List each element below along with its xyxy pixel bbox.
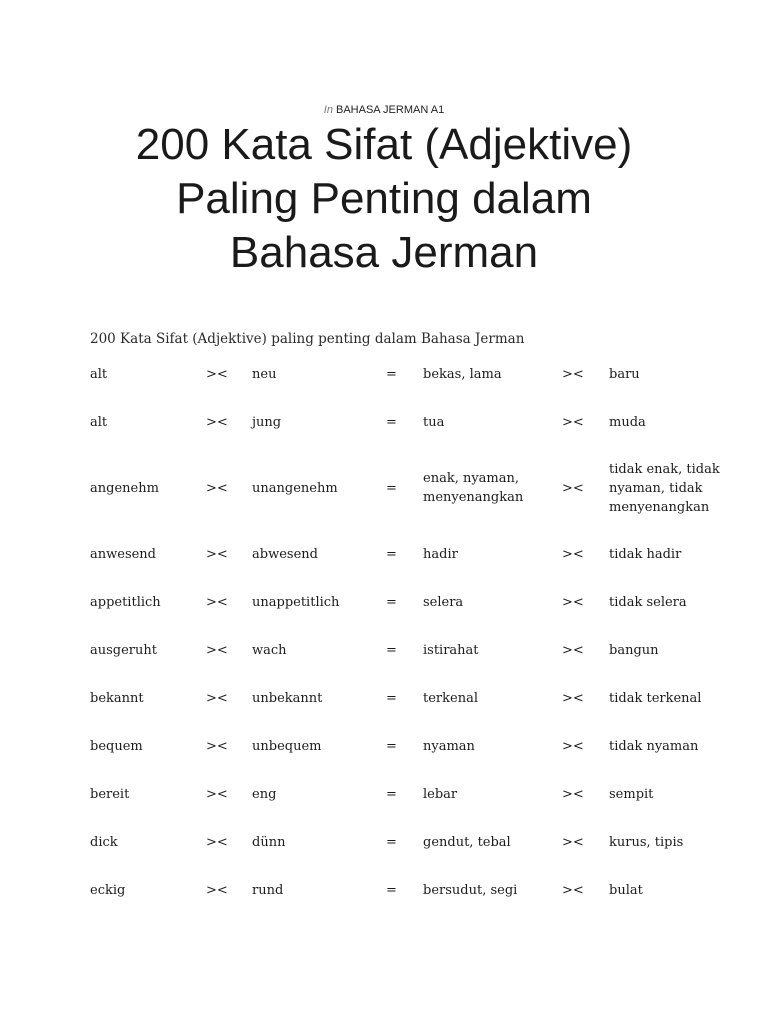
opposite-meaning: tidak terkenal <box>609 690 702 706</box>
opposite-symbol: >< <box>206 690 228 706</box>
opposite-meaning: baru <box>609 366 640 382</box>
category-link[interactable]: BAHASA JERMAN A1 <box>335 104 445 116</box>
opposite-meaning: sempit <box>609 786 654 802</box>
opposite-meaning: kurus, tipis <box>609 834 684 850</box>
opposite-symbol: >< <box>562 834 584 850</box>
opposite-symbol: >< <box>562 738 584 754</box>
opposite-symbol: >< <box>562 366 584 382</box>
table-row <box>90 530 740 578</box>
meaning: lebar <box>423 786 458 802</box>
meaning: bekas, lama <box>423 366 502 382</box>
word: alt <box>90 414 108 430</box>
meaning: terkenal <box>423 690 478 706</box>
opposite-word: wach <box>252 642 287 658</box>
meaning: enak, nyaman, menyenangkan <box>423 471 524 505</box>
opposite-word: dünn <box>252 834 286 850</box>
opposite-meaning: tidak hadir <box>609 546 682 562</box>
equals-symbol: = <box>386 738 397 754</box>
word: eckig <box>90 882 126 898</box>
meaning: istirahat <box>423 642 479 658</box>
opposite-symbol: >< <box>206 366 228 382</box>
table-row <box>90 866 740 914</box>
opposite-symbol: >< <box>562 690 584 706</box>
equals-symbol: = <box>386 642 397 658</box>
opposite-word: jung <box>252 414 282 430</box>
word: ausgeruht <box>90 642 157 658</box>
opposite-word: unbequem <box>252 738 322 754</box>
opposite-symbol: >< <box>206 738 228 754</box>
title-line-1: 200 Kata Sifat (Adjektive) <box>135 120 633 169</box>
document-subtitle: 200 Kata Sifat (Adjektive) paling penting dalam Bahasa Jerman <box>90 331 525 347</box>
opposite-meaning: muda <box>609 414 646 430</box>
opposite-word: unappetitlich <box>252 594 340 610</box>
page-title <box>60 118 708 280</box>
opposite-word: eng <box>252 786 277 802</box>
opposite-symbol: >< <box>562 480 584 496</box>
opposite-symbol: >< <box>206 786 228 802</box>
meaning: nyaman <box>423 738 475 754</box>
equals-symbol: = <box>386 882 397 898</box>
opposite-symbol: >< <box>562 546 584 562</box>
equals-symbol: = <box>386 834 397 850</box>
word: angenehm <box>90 480 159 496</box>
opposite-symbol: >< <box>206 594 228 610</box>
title-line-2: Paling Penting dalam <box>176 174 592 223</box>
table-row <box>90 398 740 446</box>
meaning: selera <box>423 594 464 610</box>
opposite-meaning: tidak nyaman <box>609 738 699 754</box>
opposite-word: unangenehm <box>252 480 338 496</box>
vocabulary-table <box>90 350 740 914</box>
opposite-symbol: >< <box>206 642 228 658</box>
opposite-symbol: >< <box>206 480 228 496</box>
word: dick <box>90 834 118 850</box>
opposite-symbol: >< <box>206 834 228 850</box>
opposite-symbol: >< <box>562 594 584 610</box>
title-line-3: Bahasa Jerman <box>229 228 539 277</box>
equals-symbol: = <box>386 366 397 382</box>
meaning: hadir <box>423 546 458 562</box>
table-row <box>90 722 740 770</box>
equals-symbol: = <box>386 786 397 802</box>
word: alt <box>90 366 108 382</box>
opposite-word: rund <box>252 882 284 898</box>
equals-symbol: = <box>386 546 397 562</box>
opposite-symbol: >< <box>562 642 584 658</box>
word: anwesend <box>90 546 157 562</box>
meaning: tua <box>423 414 445 430</box>
equals-symbol: = <box>386 690 397 706</box>
meaning: bersudut, segi <box>423 882 518 898</box>
category-prefix: In <box>323 104 333 116</box>
equals-symbol: = <box>386 414 397 430</box>
opposite-meaning: tidak enak, tidak nyaman, tidak menyenangkan <box>609 461 720 515</box>
opposite-symbol: >< <box>562 882 584 898</box>
word: bequem <box>90 738 143 754</box>
table-row <box>90 350 740 398</box>
table-row <box>90 578 740 626</box>
table-row <box>90 770 740 818</box>
opposite-word: neu <box>252 366 277 382</box>
opposite-symbol: >< <box>562 786 584 802</box>
opposite-symbol: >< <box>206 414 228 430</box>
category-label <box>0 104 768 116</box>
meaning: gendut, tebal <box>423 834 511 850</box>
opposite-word: abwesend <box>252 546 318 562</box>
opposite-symbol: >< <box>562 414 584 430</box>
opposite-word: unbekannt <box>252 690 323 706</box>
table-row <box>90 446 740 530</box>
equals-symbol: = <box>386 594 397 610</box>
opposite-symbol: >< <box>206 546 228 562</box>
word: bereit <box>90 786 130 802</box>
equals-symbol: = <box>386 480 397 496</box>
opposite-meaning: tidak selera <box>609 594 687 610</box>
word: appetitlich <box>90 594 161 610</box>
opposite-meaning: bangun <box>609 642 659 658</box>
table-row <box>90 626 740 674</box>
table-row <box>90 674 740 722</box>
table-row <box>90 818 740 866</box>
opposite-meaning: bulat <box>609 882 643 898</box>
opposite-symbol: >< <box>206 882 228 898</box>
word: bekannt <box>90 690 144 706</box>
